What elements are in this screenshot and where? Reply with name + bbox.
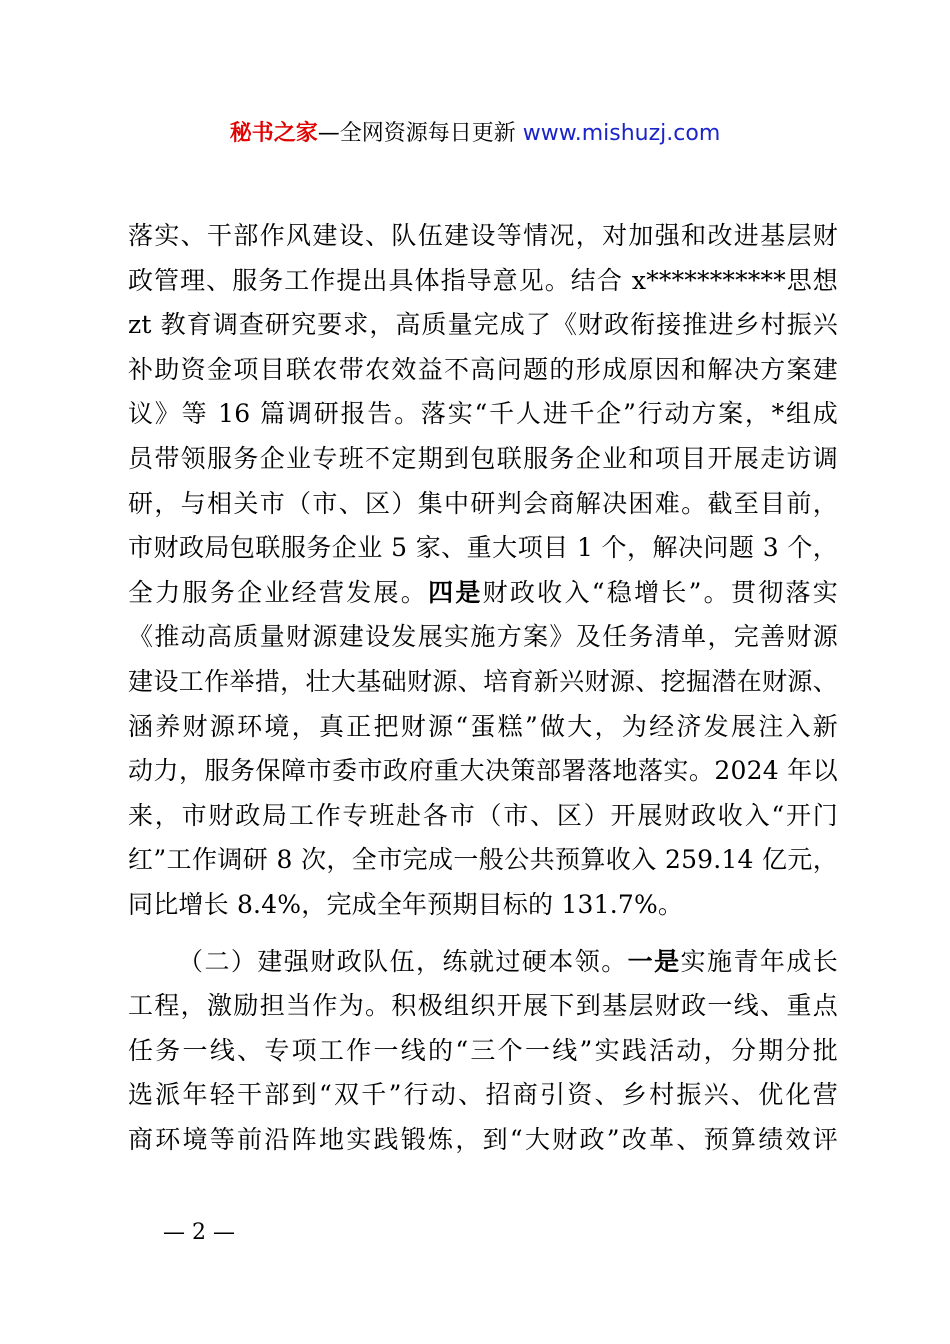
section-heading-line [128, 940, 838, 985]
text-line: zt 教育调查研究要求，高质量完成了《财政衔接推进乡村振兴 [128, 310, 838, 340]
text-line: 红”工作调研 8 次，全市完成一般公共预算收入 259.14 亿元， [128, 845, 838, 875]
banner-tagline: —全网资源每日更新 [317, 121, 516, 146]
text-line: 补助资金项目联农带农效益不高问题的形成原因和解决方案建 [128, 354, 838, 384]
text-line: 议》等 16 篇调研报告。落实“千人进千企”行动方案，*组成 [128, 399, 838, 429]
text-line-with-emphasis [128, 571, 838, 616]
text-line: 商环境等前沿阵地实践锻炼，到“大财政”改革、预算绩效评 [128, 1124, 838, 1154]
text-line: 选派年轻干部到“双千”行动、招商引资、乡村振兴、优化营 [128, 1080, 838, 1110]
paragraph-1 [128, 214, 838, 928]
text-line-last: 同比增长 8.4%，完成全年预期目标的 131.7%。 [128, 889, 684, 919]
section-heading: （二）建强财政队伍，练就过硬本领。 [178, 946, 628, 976]
text-line: 员带领服务企业专班不定期到包联服务企业和项目开展走访调 [128, 443, 838, 473]
text-line: 政管理、服务工作提出具体指导意见。结合 x***********思想 [128, 265, 838, 295]
emphasis-label: 一是 [627, 946, 681, 976]
text-segment: 全力服务企业经营发展。 [128, 577, 429, 607]
page-number: — 2 — [163, 1220, 235, 1245]
text-line: 任务一线、专项工作一线的“三个一线”实践活动，分期分批 [128, 1035, 838, 1065]
brand-name: 秘书之家 [229, 121, 318, 146]
document-body [128, 214, 838, 1162]
text-line: 落实、干部作风建设、队伍建设等情况，对加强和改进基层财 [128, 221, 838, 250]
site-banner [0, 118, 950, 150]
paragraph-2 [128, 940, 838, 1163]
text-line: 涵养财源环境，真正把财源“蛋糕”做大，为经济发展注入新 [128, 711, 838, 741]
paragraph-gap [128, 928, 838, 940]
text-line: 市财政局包联服务企业 5 家、重大项目 1 个，解决问题 3 个， [128, 533, 839, 563]
emphasis-label: 四是 [428, 577, 483, 607]
site-url[interactable]: www.mishuzj.com [515, 121, 721, 146]
text-line: 来，市财政局工作专班赴各市（市、区）开展财政收入“开门 [128, 800, 838, 830]
text-segment: 财政收入“稳增长”。贯彻落实 [482, 577, 838, 607]
text-line: 《推动高质量财源建设发展实施方案》及任务清单，完善财源 [128, 622, 838, 652]
text-line: 研，与相关市（市、区）集中研判会商解决困难。截至目前， [128, 488, 838, 518]
text-line: 建设工作举措，壮大基础财源、培育新兴财源、挖掘潜在财源、 [128, 666, 838, 696]
text-line: 动力，服务保障市委市政府重大决策部署落地落实。2024 年以 [128, 756, 838, 786]
text-line: 工程，激励担当作为。积极组织开展下到基层财政一线、重点 [128, 991, 838, 1021]
text-segment: 实施青年成长 [680, 946, 838, 976]
